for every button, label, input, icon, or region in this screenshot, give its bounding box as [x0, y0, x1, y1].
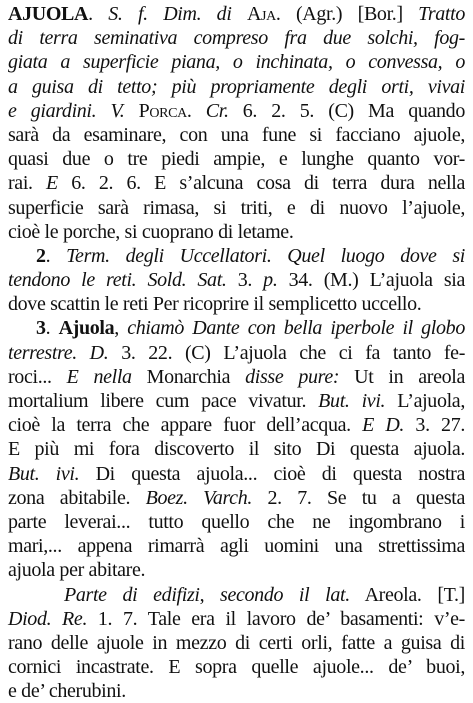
text-line: [8, 99, 465, 123]
text-line: [8, 268, 465, 292]
text-segment: a guisa di tetto; più propriamente degli orti, vivai: [8, 75, 465, 98]
text-segment: .: [45, 317, 59, 340]
text-segment: cioè la terra che appare fuor dell’acqua.: [8, 414, 363, 437]
text-segment: Ut in areola: [339, 365, 466, 388]
text-segment: e giardini. V.: [8, 99, 139, 122]
text-segment: 34. (M.) L’ajuola sia: [277, 269, 466, 292]
text-segment: 6. 2. 6. E s’alcuna cosa di terra dura nella: [57, 172, 465, 195]
text-segment: e de’ cherubini.: [8, 680, 126, 703]
text-segment: But. ivi.: [8, 462, 80, 485]
text-segment: Porca: [138, 99, 187, 122]
text-segment: E nella: [66, 365, 132, 388]
text-segment: 6. 2. 5. (C) Ma quando: [228, 99, 465, 122]
text-line: [8, 534, 465, 558]
text-line: [8, 558, 465, 582]
text-segment: Diod. Re.: [8, 607, 88, 630]
text-segment: dove scattin le reti Per ricoprire il semplicetto uccello.: [8, 293, 422, 316]
text-line: [8, 75, 465, 99]
text-line: [8, 462, 465, 486]
text-segment: zona abitabile.: [8, 486, 146, 509]
text-line: [8, 583, 465, 607]
text-segment: 3.: [226, 269, 264, 292]
text-segment: rano delle ajuole in mezzo di certi orli, fatte a guisa di: [8, 631, 465, 654]
text-line: [8, 607, 465, 631]
text-segment: .: [45, 244, 67, 267]
text-segment: E: [46, 172, 58, 195]
text-segment: . (Agr.) [Bor.]: [275, 3, 419, 25]
text-line: [8, 292, 465, 316]
text-segment: 2: [36, 244, 46, 267]
text-segment: disse pure:: [245, 365, 340, 388]
text-segment: di terra seminativa compreso fra due solchi, fog-: [8, 27, 465, 50]
text-segment: .: [88, 3, 109, 25]
text-segment: ,: [114, 317, 128, 340]
text-segment: Aja: [246, 3, 276, 25]
text-segment: Di questa ajuola... cioè di questa nostra: [79, 462, 465, 485]
text-segment: E più mi fora discoverto il sito Di questa ajuola.: [8, 438, 465, 461]
text-segment: Ajuola: [58, 317, 115, 340]
text-line: [8, 413, 465, 437]
text-line: [8, 679, 465, 703]
text-segment: Areola. [T.]: [349, 583, 465, 606]
text-segment: cioè le porche, si cuoprano di letame.: [8, 220, 294, 243]
text-segment: tendono le reti. Sold. Sat.: [8, 269, 227, 292]
text-line: [8, 244, 465, 268]
text-segment: 3. 27.: [404, 414, 465, 437]
text-segment: E D.: [362, 414, 405, 437]
text-segment: secondo il lat.: [220, 583, 350, 606]
text-line: [8, 316, 465, 340]
text-segment: Cr.: [205, 99, 229, 122]
text-line: [8, 655, 465, 679]
text-segment: quasi due o tre piedi ampie, e lunghe quanto vor-: [8, 148, 465, 171]
text-segment: ajuola per abitare.: [8, 559, 146, 582]
text-line: [8, 365, 465, 389]
text-segment: Boez. Varch.: [145, 486, 253, 509]
text-segment: parte leverai... tutto quello che ne ingombrano i: [8, 510, 465, 533]
text-line: [8, 389, 465, 413]
text-segment: mari,... appena rimarrà agli uomini una strettissima: [8, 535, 465, 558]
text-segment: Monarchia: [131, 365, 246, 388]
text-line: [8, 50, 465, 74]
text-segment: But. ivi.: [318, 390, 386, 412]
text-line: [8, 2, 465, 26]
text-segment: terrestre. D.: [8, 341, 109, 364]
text-line: [8, 123, 465, 147]
text-segment: rai.: [8, 172, 47, 195]
text-line: [8, 26, 465, 50]
text-line: [8, 147, 465, 171]
text-segment: 1. 7. Tale era il lavoro de’ basamenti: v’e-: [87, 607, 465, 630]
text-segment: giata a superficie piana, o inchinata, o convessa, o: [8, 51, 465, 74]
text-segment: AJUOLA: [8, 3, 89, 25]
text-segment: mortalium libere cum pace vivatur.: [8, 390, 319, 412]
text-segment: 3. 22. (C) L’ajuola che ci fa tanto fe-: [108, 341, 465, 364]
text-segment: Tratto: [418, 3, 465, 25]
text-line: [8, 196, 465, 220]
text-line: [8, 220, 465, 244]
text-line: [8, 510, 465, 534]
text-segment: 2. 7. Se tu a questa: [252, 486, 465, 509]
text-segment: L’ajuola,: [385, 390, 465, 412]
text-line: [8, 437, 465, 461]
text-segment: .: [186, 99, 206, 122]
text-segment: roci...: [8, 365, 67, 388]
text-line: [8, 171, 465, 195]
text-segment: p.: [263, 269, 278, 292]
text-segment: S. f. Dim. di: [108, 3, 247, 25]
text-segment: Term. degli Uccellatori. Quel luogo dove si: [66, 244, 465, 267]
text-segment: sarà da esaminare, con una fune si facciano ajuole,: [8, 123, 465, 146]
text-line: [8, 341, 465, 365]
text-segment: Parte di edifizi: [64, 583, 200, 606]
text-line: [8, 486, 465, 510]
text-segment: chiamò Dante con bella iperbole il globo: [127, 317, 465, 340]
text-segment: 3: [36, 317, 46, 340]
text-segment: cornici incastrate. E sopra quelle ajuole... de’ buoi,: [8, 656, 465, 679]
text-segment: superficie sarà rimasa, si triti, e di nuovo l’ajuole,: [8, 196, 465, 219]
text-line: [8, 631, 465, 655]
dictionary-entry-ajuola: [8, 2, 465, 703]
text-segment: ,: [199, 583, 221, 606]
